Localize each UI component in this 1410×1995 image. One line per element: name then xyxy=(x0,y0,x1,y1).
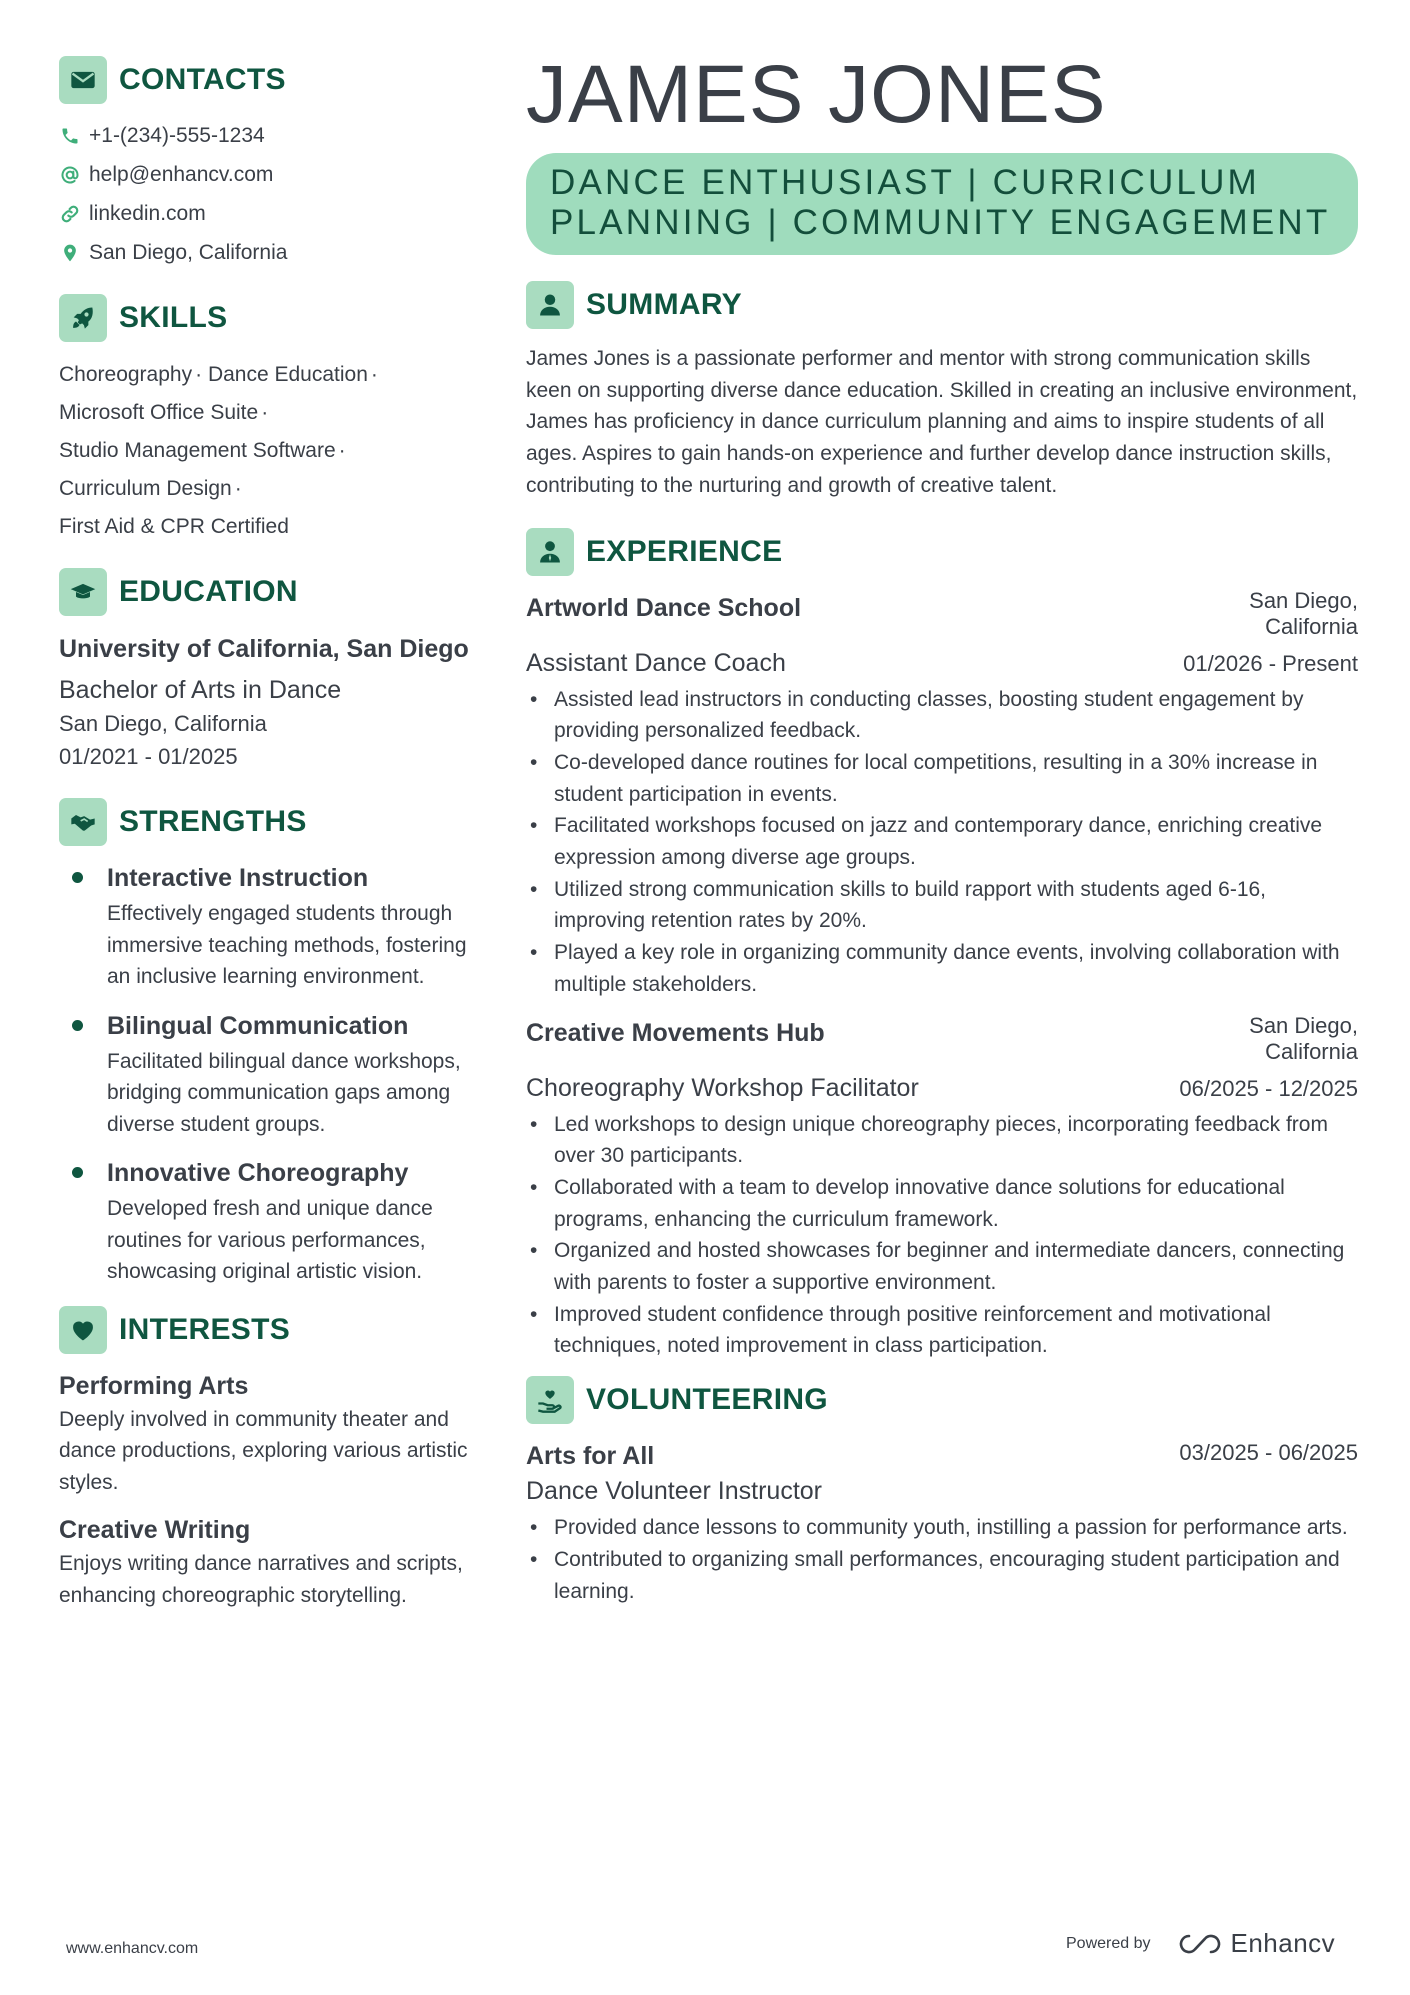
interests-header xyxy=(59,1306,479,1354)
job-bullet: • Improved student confidence through positive reinforcement and motivational techniques, noted improvement in class participation. xyxy=(526,1299,1358,1362)
interest-description: Deeply involved in community theater and dance productions, exploring various artistic styles. xyxy=(59,1407,468,1494)
job-role-row xyxy=(526,1071,1358,1105)
contact-email[interactable] xyxy=(59,155,479,194)
contact-phone[interactable] xyxy=(59,116,479,155)
location-pin-icon xyxy=(59,242,81,264)
interest-title: Performing Arts xyxy=(59,1371,249,1400)
job-entry xyxy=(526,588,1358,1001)
heart-icon xyxy=(59,1306,107,1354)
separator-dot: · xyxy=(195,363,203,386)
job-dates: 06/2025 - 12/2025 xyxy=(1179,1075,1358,1101)
volunteering-header xyxy=(526,1376,1358,1424)
skills-header xyxy=(59,294,479,342)
link-icon xyxy=(59,203,81,225)
job-bullet: • Assisted lead instructors in conducting classes, boosting student engagement by providing personalized feedback. xyxy=(526,684,1358,747)
skill-line xyxy=(59,508,479,546)
job-header xyxy=(526,1013,1358,1065)
at-icon xyxy=(59,164,81,186)
envelope-icon xyxy=(59,56,107,104)
job-bullet: • Led workshops to design unique choreography pieces, incorporating feedback from over 30 participants. xyxy=(526,1109,1358,1172)
bullet-dot xyxy=(72,872,83,883)
left-column xyxy=(59,56,479,1625)
job-bullet: • Played a key role in organizing community dance events, involving collaboration with multiple stakeholders. xyxy=(526,937,1358,1000)
experience-header xyxy=(526,528,1358,576)
education-header xyxy=(59,568,479,616)
footer-branding[interactable] xyxy=(1066,1928,1335,1959)
interests-section xyxy=(59,1306,479,1612)
summary-header xyxy=(526,281,1358,329)
summary-text: James Jones is a passionate performer and mentor with strong communication skills keen on supporting diverse dance education. Skilled in creating an inclusive environment, James has proficiency in dance curriculum planning and aims to inspire students of all ages. Aspires to gain hands-on experience and further develop dance instruction skills, contributing to the nurturing and growth of creative talent. xyxy=(526,347,1358,497)
skill-item: Curriculum Design xyxy=(59,477,232,500)
handshake-icon xyxy=(59,798,107,846)
education-dates: 01/2021 - 01/2025 xyxy=(59,744,238,769)
job-bullet: • Facilitated workshops focused on jazz and contemporary dance, enriching creative expression among diverse age groups. xyxy=(526,810,1358,873)
rocket-icon xyxy=(59,294,107,342)
brand-name: Enhancv xyxy=(1230,1928,1336,1958)
contact-location xyxy=(59,233,479,272)
section-title: INTERESTS xyxy=(119,1312,291,1346)
strength-title: Interactive Instruction xyxy=(107,864,369,892)
powered-by-label: Powered by xyxy=(1066,1934,1151,1952)
education-location: San Diego, California xyxy=(59,711,267,736)
section-title: STRENGTHS xyxy=(119,805,307,838)
volunteering-section xyxy=(526,1376,1358,1607)
volunteer-bullet: • Provided dance lessons to community youth, instilling a passion for performance arts. xyxy=(526,1512,1358,1544)
education-school: University of California, San Diego xyxy=(59,635,469,663)
strength-description: Developed fresh and unique dance routines for various performances, showcasing original artistic vision. xyxy=(107,1197,433,1283)
job-bullet: • Organized and hosted showcases for beginner and intermediate dancers, connecting with parents to foster a supportive environment. xyxy=(526,1235,1358,1298)
interest-description: Enjoys writing dance narratives and scripts, enhancing choreographic storytelling. xyxy=(59,1552,463,1607)
bullet-dot xyxy=(72,1020,83,1031)
separator-dot: · xyxy=(261,401,269,424)
separator-dot: · xyxy=(234,477,242,500)
strength-description: Effectively engaged students through immersive teaching methods, fostering an inclusive learning environment. xyxy=(107,902,467,988)
footer-website[interactable]: www.enhancv.com xyxy=(66,1940,199,1957)
volunteer-entry xyxy=(526,1436,1358,1607)
job-role: Choreography Workshop Facilitator xyxy=(526,1073,919,1102)
job-bullets xyxy=(526,684,1358,1001)
section-title: CONTACTS xyxy=(119,63,286,96)
strength-title: Innovative Choreography xyxy=(107,1159,409,1187)
strengths-header xyxy=(59,798,479,846)
user-icon xyxy=(526,281,574,329)
contact-text: San Diego, California xyxy=(89,240,288,264)
helping-hand-icon xyxy=(526,1376,574,1424)
volunteer-bullets xyxy=(526,1512,1358,1607)
job-entry xyxy=(526,1013,1358,1363)
contacts-header xyxy=(59,56,479,104)
volunteer-header xyxy=(526,1436,1358,1472)
education-section xyxy=(59,568,479,773)
phone-icon xyxy=(59,125,81,147)
volunteer-org: Arts for All xyxy=(526,1442,655,1471)
contacts-section xyxy=(59,56,479,272)
skill-line xyxy=(59,394,479,432)
job-bullet: • Collaborated with a team to develop innovative dance solutions for educational programs, enhancing the curriculum framework. xyxy=(526,1172,1358,1235)
strength-item xyxy=(59,1008,479,1141)
skill-line xyxy=(59,470,479,508)
job-bullet: • Co-developed dance routines for local competitions, resulting in a 30% increase in student participation in events. xyxy=(526,747,1358,810)
section-title: EXPERIENCE xyxy=(586,534,783,568)
section-title: SKILLS xyxy=(119,301,228,334)
briefcase-user-icon xyxy=(526,528,574,576)
brand-logo xyxy=(1177,1928,1336,1959)
section-title: VOLUNTEERING xyxy=(586,1383,828,1417)
contact-text: +1-(234)-555-1234 xyxy=(89,123,265,147)
job-bullet: • Utilized strong communication skills to build rapport with students aged 6-16, improving retention rates by 20%. xyxy=(526,874,1358,937)
skill-line xyxy=(59,432,479,470)
skill-item: Choreography xyxy=(59,363,193,386)
education-degree: Bachelor of Arts in Dance xyxy=(59,676,342,704)
tagline-banner: DANCE ENTHUSIAST | CURRICULUM PLANNING | COMMUNITY ENGAGEMENT xyxy=(526,153,1358,255)
job-header xyxy=(526,588,1358,640)
volunteer-role-row xyxy=(526,1474,1358,1508)
strength-item xyxy=(59,860,479,993)
strength-item xyxy=(59,1155,479,1288)
section-title: SUMMARY xyxy=(586,288,742,321)
section-title: EDUCATION xyxy=(119,575,298,608)
strengths-section xyxy=(59,798,479,1288)
graduation-cap-icon xyxy=(59,568,107,616)
job-location: San Diego, California xyxy=(1249,587,1358,639)
contact-linkedin[interactable] xyxy=(59,194,479,233)
separator-dot: · xyxy=(338,439,346,462)
volunteer-bullet: • Contributed to organizing small performances, encouraging student participation and learning. xyxy=(526,1544,1358,1607)
job-role: Assistant Dance Coach xyxy=(526,648,786,677)
job-dates: 01/2026 - Present xyxy=(1183,650,1358,676)
contact-text: linkedin.com xyxy=(89,201,206,225)
contact-text: help@enhancv.com xyxy=(89,162,274,186)
strength-description: Facilitated bilingual dance workshops, bridging communication gaps among diverse student groups. xyxy=(107,1049,461,1136)
right-column xyxy=(526,50,1358,1619)
skill-item: First Aid & CPR Certified xyxy=(59,515,289,538)
skill-line xyxy=(59,356,479,394)
skill-item: Studio Management Software xyxy=(59,439,336,462)
job-role-row xyxy=(526,646,1358,680)
job-bullets xyxy=(526,1109,1358,1363)
job-location: San Diego, California xyxy=(1249,1012,1358,1064)
skill-item: Dance Education xyxy=(207,363,368,386)
summary-section xyxy=(526,281,1358,502)
enhancv-logo-icon xyxy=(1177,1931,1223,1957)
job-company: Creative Movements Hub xyxy=(526,1018,825,1047)
volunteer-role: Dance Volunteer Instructor xyxy=(526,1477,822,1506)
interest-title: Creative Writing xyxy=(59,1516,251,1544)
separator-dot: · xyxy=(370,363,378,386)
volunteer-dates: 03/2025 - 06/2025 xyxy=(1179,1440,1358,1466)
candidate-name: JAMES JONES xyxy=(526,49,1107,140)
skills-section xyxy=(59,294,479,546)
experience-section xyxy=(526,528,1358,1363)
job-company: Artworld Dance School xyxy=(526,593,802,622)
skill-item: Microsoft Office Suite xyxy=(59,401,259,424)
bullet-dot xyxy=(72,1167,83,1178)
strength-title: Bilingual Communication xyxy=(107,1011,409,1040)
